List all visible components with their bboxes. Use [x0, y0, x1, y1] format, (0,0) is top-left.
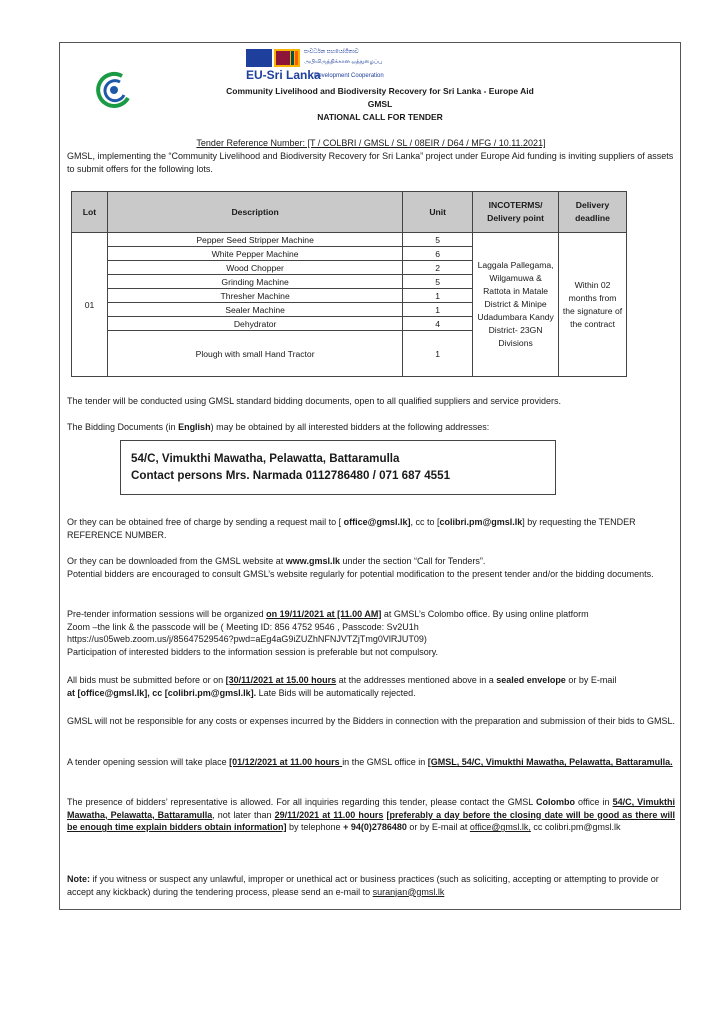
header-incoterms: INCOTERMS/ Delivery point — [473, 192, 559, 233]
item-unit: 1 — [403, 331, 473, 377]
intro-paragraph: GMSL, implementing the “Community Livelihood and Biodiversity Recovery for Sri Lanka” project under Europe Aid funding is inviting suppliers of assets to submit offers for the following lots. — [67, 151, 674, 174]
item-description: Thresher Machine — [107, 289, 402, 303]
lot-number: 01 — [72, 233, 108, 377]
table-header-row — [72, 192, 627, 233]
header-lot: Lot — [72, 192, 108, 233]
office-email-link[interactable]: office@gmsl.lk, — [469, 822, 531, 833]
opening-paragraph: A tender opening session will take place [01/12/2021 at 11.00 hours in the GMSL office in [GMSL, 54/C, Vimukthi Mawatha, Pelawatta, Battaramulla. — [67, 757, 673, 767]
banner-tamil: அபிவிருத்திக்கான ஒத்துழைப்பு — [304, 59, 383, 65]
website-link[interactable]: www.gmsl.lk — [285, 556, 340, 566]
header-unit: Unit — [403, 192, 473, 233]
page-title: NATIONAL CALL FOR TENDER — [317, 112, 443, 122]
item-unit: 5 — [403, 233, 473, 247]
project-line: Community Livelihood and Biodiversity Recovery for Sri Lanka - Europe Aid — [226, 86, 534, 96]
item-unit: 1 — [403, 289, 473, 303]
item-unit: 4 — [403, 317, 473, 331]
costs-paragraph: GMSL will not be responsible for any costs or expenses incurred by the Bidders in connection with the preparation and submission of their bids to GMSL. — [67, 716, 675, 726]
suranjan-email-link[interactable]: suranjan@gmsl.lk — [372, 886, 445, 897]
note-paragraph: Note: if you witness or suspect any unlawful, improper or unethical act or business practices (such as soliciting, accepting or attempting to provide or accept any kickback) during the tendering process, please send an e-mail to suranjan@gmsl.lk — [67, 874, 659, 897]
gmsl-logo-icon — [92, 68, 136, 112]
contact-box — [120, 440, 556, 495]
banner-sinhala: සංවර්ධන සහයෝගිතාව — [304, 49, 359, 55]
delivery-deadline: Within 02 months from the signature of the contract — [559, 233, 627, 377]
tender-reference: Tender Reference Number: [T / COLBRI / GMSL / SL / 08EIR / D64 / MFG / 10.11.2021] — [196, 138, 546, 148]
org-name: GMSL — [367, 99, 393, 109]
submission-paragraph: All bids must be submitted before or on [30/11/2021 at 15.00 hours at the addresses mentioned above in a sealed envelope or by E-mail at [office@gmsl.lk], cc [colibri.pm@gmsl.lk]. Late Bids will be automatically rejected. — [67, 675, 617, 698]
inquiries-paragraph: The presence of bidders’ representative is allowed. For all inquiries regarding this tender, please contact the GMSL Colombo office in 54/C, Vimukthi Mawatha, Pelawatta, Battaramulla, not later than 29/11/2021 at 11.00 hours [preferably a day before the closing date will be good as there will be enough time explain bidders obtain information] by telephone + 94(0)2786480 or by E-mail at office@gmsl.lk, cc colibri.pm@gmsl.lk — [67, 797, 675, 833]
banner-brand: EU-Sri Lanka — [246, 68, 321, 82]
eu-srilanka-banner — [246, 48, 396, 84]
website-paragraph: Or they can be downloaded from the GMSL website at www.gmsl.lk under the section “Call for Tenders”. Potential bidders are encouraged to consult GMSL’s website regularly for potential modification to the present tender and/or the bidding documents. — [67, 556, 654, 579]
header-description: Description — [107, 192, 402, 233]
item-unit: 5 — [403, 275, 473, 289]
item-unit: 2 — [403, 261, 473, 275]
office-email[interactable]: office@gmsl.lk] — [343, 517, 411, 527]
standard-docs-paragraph: The tender will be conducted using GMSL standard bidding documents, open to all qualified suppliers and service providers. — [67, 396, 561, 406]
banner-dev-coop: Development Cooperation — [314, 73, 384, 79]
item-description: Wood Chopper — [107, 261, 402, 275]
item-description: Pepper Seed Stripper Machine — [107, 233, 402, 247]
header-deadline: Delivery deadline — [559, 192, 627, 233]
item-description: Plough with small Hand Tractor — [107, 331, 402, 377]
bidding-docs-paragraph: The Bidding Documents (in English) may be obtained by all interested bidders at the following addresses: — [67, 422, 490, 432]
item-description: White Pepper Machine — [107, 247, 402, 261]
contact-address: 54/C, Vimukthi Mawatha, Pelawatta, Battaramulla — [131, 452, 400, 465]
item-description: Sealer Machine — [107, 303, 402, 317]
delivery-point: Laggala Pallegama, Wilgamuwa & Rattota in Matale District & Minipe Udadumbara Kandy District- 23GN Divisions — [473, 233, 559, 377]
sri-lanka-flag-icon — [274, 49, 300, 67]
table-row — [72, 233, 627, 247]
item-description: Dehydrator — [107, 317, 402, 331]
item-description: Grinding Machine — [107, 275, 402, 289]
pre-tender-paragraph: Pre-tender information sessions will be organized on 19/11/2021 at [11.00 AM] at GMSL’s Colombo office. By using online platform Zoom –the link & the passcode will be ( Meeting ID: 856 4752 9546 , Passcode: Sv2U1h https://us05web.zoom.us/j/85647529546?pwd=aEg4aG9iZUZhNFNJVTZjTmg0VlRJUT09) Participation of interested bidders to the information session is preferable but not compulsory. — [67, 609, 589, 657]
mail-request-paragraph: Or they can be obtained free of charge by sending a request mail to [ office@gmsl.lk], cc to [colibri.pm@gmsl.lk] by requesting the TENDER REFERENCE NUMBER. — [67, 517, 636, 540]
zoom-link[interactable]: https://us05web.zoom.us/j/85647529546?pwd=aEg4aG9iZUZhNFNJVTZjTmg0VlRJUT09) — [67, 634, 427, 645]
eu-flag-icon — [246, 49, 272, 67]
item-unit: 6 — [403, 247, 473, 261]
item-unit: 1 — [403, 303, 473, 317]
lots-table — [71, 191, 627, 377]
contact-persons: Contact persons Mrs. Narmada 0112786480 / 071 687 4551 — [131, 469, 451, 482]
colibri-email[interactable]: colibri.pm@gmsl.lk — [439, 517, 523, 527]
